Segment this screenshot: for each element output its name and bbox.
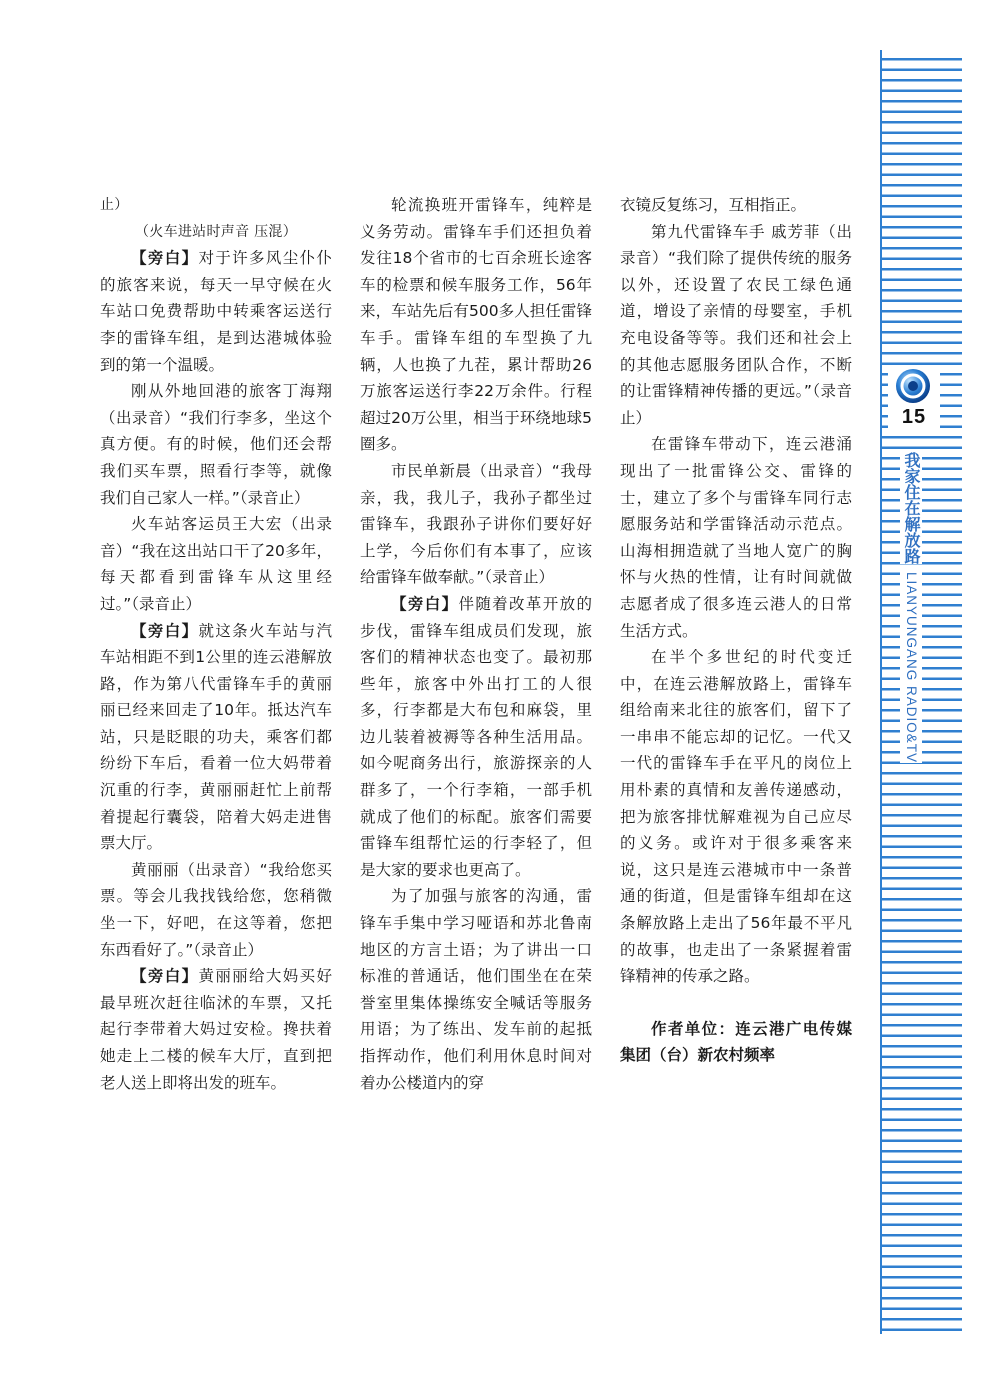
paragraph: 止） (100, 197, 129, 213)
author-affiliation: 作者单位：连云港广电传媒集团（台）新农村频率 (620, 1019, 852, 1065)
paragraph: 轮流换班开雷锋车，纯粹是义务劳动。雷锋车手们还担负着发往18个省市的七百余班长途客车的检票和候车服务工作，56年来，车站先后有500多人担任雷锋车手。雷锋车组的车型换了九辆，人也换了九茬，累计帮助26万旅客运送行李22万余件。行程超过20万公里，相当于环绕地球5圈多。 (360, 196, 592, 454)
paragraph-text: 就这条火车站与汽车站相距不到1公里的连云港解放路，作为第八代雷锋车手的黄丽丽已经来回走了10年。抵达汽车站，只是眨眼的功夫，乘客们都纷纷下车后，看着一位大妈带着沉重的行李，黄丽丽赶忙上前帮着提起行囊袋，陪着大妈走进售票大厅。 (100, 621, 332, 853)
narration-label: 【旁白】 (131, 967, 199, 986)
article-column-3 (620, 192, 852, 1069)
paragraph (100, 857, 332, 963)
paragraph (100, 378, 332, 511)
paragraph-text: 对于许多风尘仆仆的旅客来说，每天一早守候在火车站口免费帮助中转乘客运送行李的雷锋车组，是到达港城体验到的第一个温暖。 (100, 249, 332, 374)
paragraph-text: 火车站客运员王大宏（出录音） (100, 515, 332, 560)
paragraph (100, 963, 332, 1096)
narration-label: 【旁白】 (131, 621, 199, 640)
section-title-vertical: 我家住在解放路 (902, 452, 921, 564)
paragraph-text: 黄丽丽给大妈买好最早班次赶往临沭的车票，又托起行李带着大妈过安检。搀扶着她走上二楼的候车大厅，直到把老人送上即将出发的班车。 (100, 967, 332, 1092)
recording-quote: “我们除了提供传统的服务以外，还设置了农民工绿色通道，增设了亲情的母婴室，手机充电设备等等。我们还和社会上的其他志愿服务团队合作，不断的让雷锋精神传播的更远。”（录音止） (620, 249, 852, 427)
paragraph (360, 458, 592, 591)
station-logo-icon (895, 368, 931, 404)
paragraph (360, 591, 592, 884)
recording-quote: “我给您买票。等会儿我找钱给您，您稍微坐一下，好吧，在这等着，您把东西看好了。”（录音止） (100, 860, 332, 959)
paragraph (100, 511, 332, 617)
paragraph-text: 伴随着改革开放的步伐，雷锋车组成员们发现，旅客们的精神状态也变了。最初那些年，旅客中外出打工的人很多，行李都是大布包和麻袋，里边儿装着被褥等各种生活用品。如今呢商务出行，旅游探亲的人群多了，一个行李箱，一部手机就成了他们的标配。旅客们需要雷锋车组帮忙运的行李轻了，但是大家的要求也更高了。 (360, 594, 592, 879)
paragraph (100, 618, 332, 857)
sidebar-edge-line (880, 50, 882, 1334)
paragraph: 为了加强与旅客的沟通，雷锋车手集中学习哑语和苏北鲁南地区的方言土语；为了讲出一口标准的普通话，他们围坐在在荣誉室里集体操练安全喊话等服务用语；为了练出、发车前的起抵指挥动作，他们利用休息时间对着办公楼道内的穿 (360, 887, 592, 1092)
paragraph: （火车进站时声音 压混） (134, 223, 298, 240)
paragraph-text: 刚从外地回港的旅客丁海翔（出录音） (100, 382, 332, 427)
article-column-2 (360, 192, 592, 1096)
paragraph-text: 市民单新晨（出录音） (391, 461, 552, 480)
narration-label: 【旁白】 (391, 594, 459, 613)
paragraph: 在雷锋车带动下，连云港涌现出了一批雷锋公交、雷锋的士，建立了多个与雷锋车同行志愿服务站和学雷锋活动示范点。山海相拥造就了当地人宽广的胸怀与火热的性情，让有时间就做志愿者成了很多连云港人的日常生活方式。 (620, 435, 852, 640)
paragraph: 衣镜反复练习，互相指正。 (620, 196, 807, 214)
paragraph: 在半个多世纪的时代变迁中，在连云港解放路上，雷锋车组给南来北往的旅客们，留下了一串串不能忘却的记忆。一代又一代的雷锋车手在平凡的岗位上用朴素的真情和友善传递感动，把为旅客排忧解难视为自己应尽的义务。或许对于很多乘客来说，这只是连云港城市中一条普通的街道，但是雷锋车组却在这条解放路上走出了56年最不平凡的故事，也走出了一条紧握着雷锋精神的传承之路。 (620, 648, 852, 986)
paragraph (100, 245, 332, 378)
paragraph-text: 黄丽丽（出录音） (131, 860, 260, 879)
paragraph (620, 219, 852, 432)
article-column-1 (100, 192, 332, 1096)
page-number: 15 (891, 406, 937, 429)
recording-quote: “我母亲，我，我儿子，我孙子都坐过雷锋车，我跟孙子讲你们要好好上学，今后你们有本事了，应该给雷锋车做奉献。”（录音止） (360, 461, 592, 587)
recording-quote: “我们行李多，坐这个真方便。有的时候，他们还会帮我们买车票，照看行李等，就像我们自己家人一样。”（录音止） (100, 408, 332, 507)
narration-label: 【旁白】 (131, 249, 199, 268)
paragraph-text: 第九代雷锋车手 戚芳菲（出录音） (620, 222, 852, 268)
section-subtitle-vertical: LIANYUNGANG RADIO&TV (900, 572, 922, 763)
recording-quote: “我在这出站口干了20多年，每天都看到雷锋车从这里经过。”（录音止） (100, 541, 332, 613)
